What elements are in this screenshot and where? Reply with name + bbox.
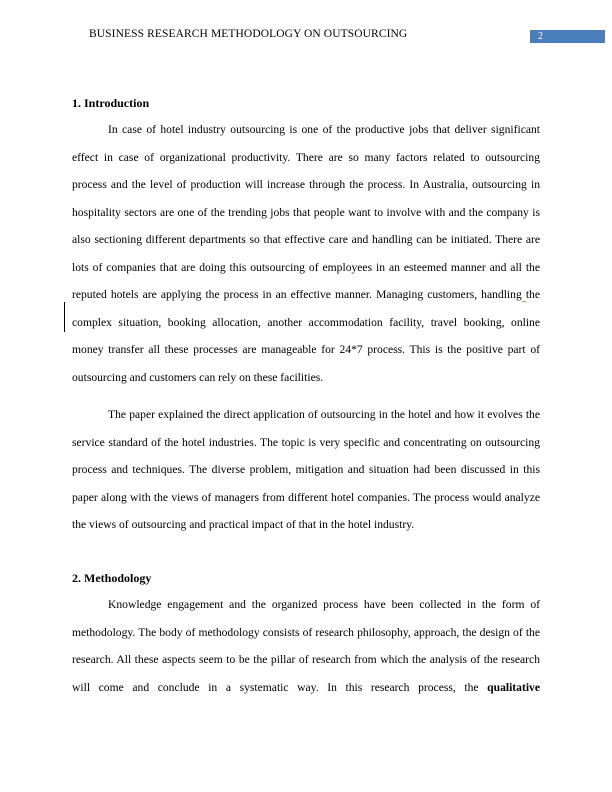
methodology-paragraph-1	[72, 591, 540, 701]
running-head: BUSINESS RESEARCH METHODOLOGY ON OUTSOURCING	[89, 28, 408, 40]
intro-paragraph-2: The paper explained the direct application of outsourcing in the hotel and how it evolves the service standard of the hotel industries. The topic is very specific and concentrating on outsourcing process and techniques. The diverse problem, mitigation and situation had been discussed in this paper along with the views of managers from different hotel companies. The process would analyze the views of outsourcing and practical impact of that in the hotel industry.	[72, 408, 540, 531]
revision-bar-icon	[64, 302, 65, 332]
section-heading-methodology: 2. Methodology	[72, 571, 152, 585]
page-number-badge: 2	[530, 30, 605, 43]
intro-paragraph-1	[72, 116, 540, 391]
method-p1-text: Knowledge engagement and the organized process have been collected in the form of methodology. The body of methodology consists of research philosophy, approach, the design of the research. All these aspects seem to be the pillar of research from which the analysis of the research will come and conclude in a systematic way. In this research process, the	[72, 598, 540, 694]
section-heading-introduction: 1. Introduction	[72, 96, 150, 110]
intro-p1-text-a: In case of hotel industry outsourcing is one of the productive jobs that deliver significant effect in case of organizational productivity. There are so many factors related to outsourcing process and the level of production will increase through the process. In Australia, outsourcing in hospitality sectors are one of the trending jobs that people want to involve with and the company is also sectioning different departments so that effective care and handling can be initiated. There are lots of companies that are doing this outsourcing of employees in an esteemed manner and all the reputed hotels are applying the process in an effective manner. Managing customers, handling	[72, 123, 540, 301]
method-p1-bold: qualitative	[487, 680, 540, 694]
intro-p1-text-b: the complex situation, booking allocation, another accommodation facility, travel booking, online money transfer all these processes are manageable for 24*7 process. This is the positive part of outsourcing and customers can rely on these facilities.	[72, 288, 540, 384]
